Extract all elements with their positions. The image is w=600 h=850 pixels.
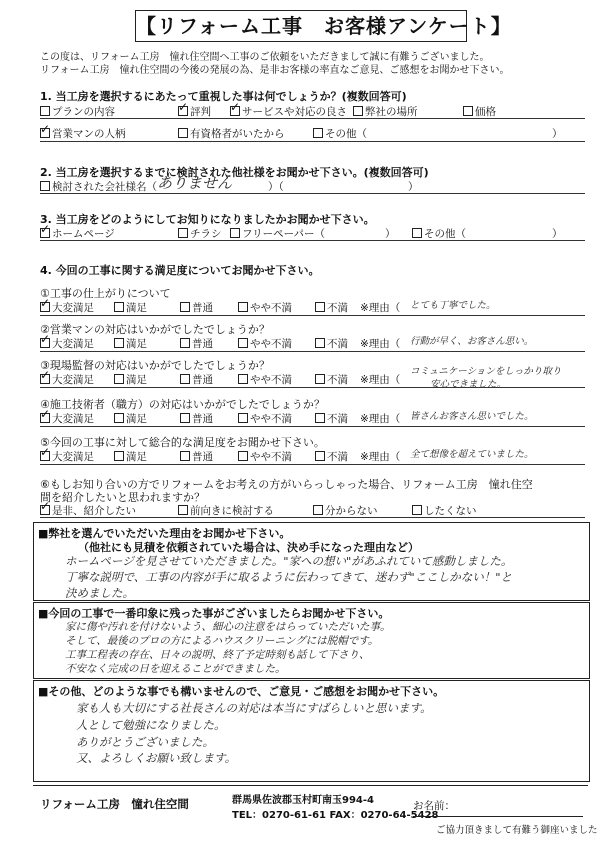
q4-item-4-somewhat-dissatisfied[interactable]: やや不満 [238, 411, 292, 426]
checkbox-icon[interactable] [230, 228, 240, 238]
checkbox-icon[interactable] [178, 228, 188, 238]
checkbox-icon[interactable] [313, 505, 323, 515]
q4-item-5-reason-label: ※理由（ [360, 451, 401, 463]
q4-item-5-dissatisfied[interactable]: 不満 [315, 449, 348, 464]
checkbox-checked-icon[interactable] [40, 413, 50, 423]
comment-line-1: 家も人も大切にする社長さんの対応は本当にすばらしいと思います。 [76, 701, 432, 715]
reason-line-2: 丁寧な説明で、工事の内容が手に取るように伝わってきて、迷わず"ここしかない！"と [65, 570, 512, 584]
checkbox-icon[interactable] [238, 338, 248, 348]
checkbox-icon[interactable] [114, 302, 124, 312]
q4-item-3-reason-cont: 安心できました。 [430, 379, 507, 390]
reason-title-1: ■弊社を選んでいただいた理由をお聞かせ下さい。 [38, 527, 291, 540]
checkbox-icon[interactable] [315, 451, 325, 461]
q1-option-other[interactable]: その他（ [313, 126, 367, 141]
footer-phone: TEL：0270-61-61 FAX：0270-64-5428 [232, 810, 439, 821]
checkbox-checked-icon[interactable] [40, 505, 50, 515]
checkbox-icon[interactable] [180, 338, 190, 348]
q4-item-4-very-satisfied[interactable]: ✓大変満足 [40, 411, 94, 426]
checkbox-checked-icon[interactable] [178, 106, 188, 116]
q4-item-5-somewhat-dissatisfied[interactable]: やや不満 [238, 449, 292, 464]
q1-option-sales-person[interactable]: ✓営業マンの人柄 [40, 126, 126, 141]
q1-title: 1. 当工房を選択するにあたって重視した事は何でしょうか？(複数回答可) [40, 90, 407, 103]
q4-item-2-very-satisfied[interactable]: ✓大変満足 [40, 336, 94, 351]
q4-item-3-neutral[interactable]: 普通 [180, 372, 213, 387]
footer-company: リフォーム工房 憧れ住空間 [40, 797, 189, 811]
q4-item-4-dissatisfied[interactable]: 不満 [315, 411, 348, 426]
checkbox-icon[interactable] [178, 505, 188, 515]
q4-item-5-neutral[interactable]: 普通 [180, 449, 213, 464]
impression-line-1: 家に傷や汚れを付けないよう、細心の注意をはらっていただいた事。 [65, 621, 391, 633]
impression-line-3: 工事工程表の存在、日々の説明、終了予定時刻も話して下さり、 [65, 649, 370, 661]
q3-option-other[interactable]: その他（ [412, 226, 466, 241]
checkbox-icon[interactable] [412, 505, 422, 515]
impression-line-2: そして、最後のプロの方によるハウスクリーニングには脱帽です。 [65, 635, 379, 647]
q6-option-unknown[interactable]: 分からない [313, 503, 378, 518]
q4-item-4-reason: 皆さんお客さん思いでした。 [410, 411, 534, 422]
comments-title: ■その他、どのような事でも構いませんので、ご意見・ご感想をお聞かせ下さい。 [38, 685, 445, 698]
checkbox-icon[interactable] [178, 128, 188, 138]
q4-item-3-satisfied[interactable]: 満足 [114, 372, 147, 387]
q2-close-paren: ） [408, 181, 419, 193]
checkbox-checked-icon[interactable] [40, 228, 50, 238]
q6-option-no[interactable]: したくない [412, 503, 477, 518]
checkbox-icon[interactable] [40, 181, 50, 191]
q4-item-4-satisfied[interactable]: 満足 [114, 411, 147, 426]
footer-thanks: ご協力頂きまして有難う御座いました [436, 825, 598, 836]
q1-option-reputation[interactable]: ✓ 評判 [178, 104, 211, 119]
q3-free-paper-close: ） [385, 228, 396, 240]
checkbox-checked-icon[interactable] [40, 128, 50, 138]
q1-option-location[interactable]: 弊社の場所 [353, 104, 418, 119]
q2-answer: ありません [157, 174, 233, 192]
checkbox-icon[interactable] [315, 338, 325, 348]
name-label: お名前： [413, 800, 455, 812]
q4-item-2-dissatisfied[interactable]: 不満 [315, 336, 348, 351]
checkbox-icon[interactable] [180, 374, 190, 384]
q4-item-1-reason: とても丁寧でした。 [410, 300, 496, 311]
impression-title: ■今回の工事で一番印象に残った事がございましたらお聞かせ下さい。 [38, 607, 390, 620]
q4-item-3-reason: コミュニケーションをしっかり取り [410, 366, 562, 377]
footer-address: 群馬県佐波郡玉村町南玉994-4 [232, 795, 374, 806]
intro-line-2: リフォーム工房 憧れ住空間の今後の発展の為、是非お客様の率直なご意見、ご感想をお聞かせ下さい。 [40, 65, 510, 76]
q2-mid-paren: ）（ [268, 181, 284, 193]
intro-line-1: この度は、リフォーム工房 憧れ住空間へ工事のご依頼をいただきまして誠に有難うございました。 [40, 52, 490, 63]
q4-item-1-somewhat-dissatisfied[interactable]: やや不満 [238, 300, 292, 315]
q4-item-1-title: ①工事の仕上がりについて [40, 287, 171, 300]
checkbox-icon[interactable] [114, 374, 124, 384]
q3-option-flyer[interactable]: チラシ [178, 226, 222, 241]
q3-title: 3. 当工房をどのようにしてお知りになりましたかお聞かせ下さい。 [40, 213, 375, 226]
q4-item-2-somewhat-dissatisfied[interactable]: やや不満 [238, 336, 292, 351]
reason-title-2: （他社にも見積を依頼されていた場合は、決め手になった理由など） [78, 541, 419, 554]
q4-item-2-satisfied[interactable]: 満足 [114, 336, 147, 351]
checkbox-icon[interactable] [463, 106, 473, 116]
q4-item-4-title: ④施工技術者（職方）の対応はいかがでしたでしょうか？ [40, 398, 325, 411]
checkbox-icon[interactable] [180, 413, 190, 423]
checkbox-checked-icon[interactable] [40, 374, 50, 384]
q6-option-consider[interactable]: 前向きに検討する [178, 503, 274, 518]
checkbox-icon[interactable] [238, 451, 248, 461]
checkbox-icon[interactable] [114, 451, 124, 461]
q4-item-1-very-satisfied[interactable]: ✓大変満足 [40, 300, 94, 315]
checkbox-icon[interactable] [114, 338, 124, 348]
comment-line-2: 人として勉強になりました。 [76, 718, 226, 732]
q4-item-3-reason-label: ※理由（ [360, 374, 401, 386]
q4-title: 4. 今回の工事に関する満足度についてお聞かせ下さい。 [40, 264, 320, 277]
reason-line-1: ホームページを見させていただきました。"家への想い"があふれていて感動しました。 [65, 554, 513, 568]
q1-other-close: ） [552, 128, 563, 140]
q4-item-4-neutral[interactable]: 普通 [180, 411, 213, 426]
checkbox-icon[interactable] [238, 413, 248, 423]
q1-option-price[interactable]: 価格 [463, 104, 496, 119]
impression-line-4: 不安なく完成の日を迎えることができました。 [65, 663, 286, 675]
checkbox-checked-icon[interactable] [40, 451, 50, 461]
comment-line-4: 又、よろしくお願い致します。 [76, 751, 237, 765]
q4-item-3-dissatisfied[interactable]: 不満 [315, 372, 348, 387]
checkbox-icon[interactable] [313, 128, 323, 138]
q6-title-1: ⑥もしお知り合いの方でリフォームをお考えの方がいらっしゃった場合、リフォーム工房 憧れ住空 [40, 478, 533, 491]
q6-title-2: 間を紹介したいと思われますか？ [40, 491, 205, 504]
page-title: 【リフォーム工事 お客様アンケート】 [135, 10, 467, 42]
checkbox-icon[interactable] [315, 302, 325, 312]
q4-item-5-very-satisfied[interactable]: ✓大変満足 [40, 449, 94, 464]
q4-item-2-reason: 行動が早く、お客さん思い。 [410, 336, 534, 347]
checkbox-checked-icon[interactable] [230, 106, 240, 116]
reason-line-3: 決めました。 [65, 586, 134, 600]
q1-option-plan[interactable]: プランの内容 [40, 104, 115, 119]
q6-option-yes[interactable]: ✓是非、紹介したい [40, 503, 136, 518]
checkbox-icon[interactable] [40, 106, 50, 116]
q4-item-2-reason-label: ※理由（ [360, 338, 401, 350]
q4-item-4-reason-label: ※理由（ [360, 413, 401, 425]
checkbox-checked-icon[interactable] [40, 302, 50, 312]
q2-title: 2. 当工房を選択するまでに検討された他社様をお聞かせ下さい。(複数回答可) [40, 166, 429, 179]
q4-item-5-reason: 全て想像を超えていました。 [410, 449, 534, 460]
checkbox-icon[interactable] [315, 374, 325, 384]
q4-item-3-title: ③現場監督の対応はいかがでしたでしょうか？ [40, 359, 270, 372]
q1-option-qualified[interactable]: 有資格者がいたから [178, 126, 285, 141]
q1-option-service[interactable]: ✓ サービスや対応の良さ [230, 104, 347, 119]
checkbox-icon[interactable] [238, 302, 248, 312]
q4-item-1-dissatisfied[interactable]: 不満 [315, 300, 348, 315]
q3-option-homepage[interactable]: ✓ホームページ [40, 226, 115, 241]
checkbox-checked-icon[interactable] [40, 338, 50, 348]
checkbox-icon[interactable] [353, 106, 363, 116]
q4-item-1-neutral[interactable]: 普通 [180, 300, 213, 315]
q4-item-1-satisfied[interactable]: 満足 [114, 300, 147, 315]
q4-item-2-title: ②営業マンの対応はいかがでしたでしょうか？ [40, 323, 270, 336]
checkbox-icon[interactable] [180, 451, 190, 461]
checkbox-icon[interactable] [412, 228, 422, 238]
checkbox-icon[interactable] [238, 374, 248, 384]
q4-item-3-very-satisfied[interactable]: ✓大変満足 [40, 372, 94, 387]
q4-item-1-reason-label: ※理由（ [360, 302, 401, 314]
q4-item-5-title: ⑤今回の工事に対して総合的な満足度をお聞かせ下さい。 [40, 436, 325, 449]
checkbox-icon[interactable] [114, 413, 124, 423]
q2-company-field[interactable]: 検討された会社様名（ [40, 179, 157, 194]
q4-item-2-neutral[interactable]: 普通 [180, 336, 213, 351]
checkbox-icon[interactable] [315, 413, 325, 423]
q3-other-close: ） [552, 228, 563, 240]
comment-line-3: ありがとうございました。 [76, 735, 214, 749]
checkbox-icon[interactable] [180, 302, 190, 312]
q4-item-3-somewhat-dissatisfied[interactable]: やや不満 [238, 372, 292, 387]
q3-option-free-paper[interactable]: フリーペーパー（ [230, 226, 325, 241]
q4-item-5-satisfied[interactable]: 満足 [114, 449, 147, 464]
